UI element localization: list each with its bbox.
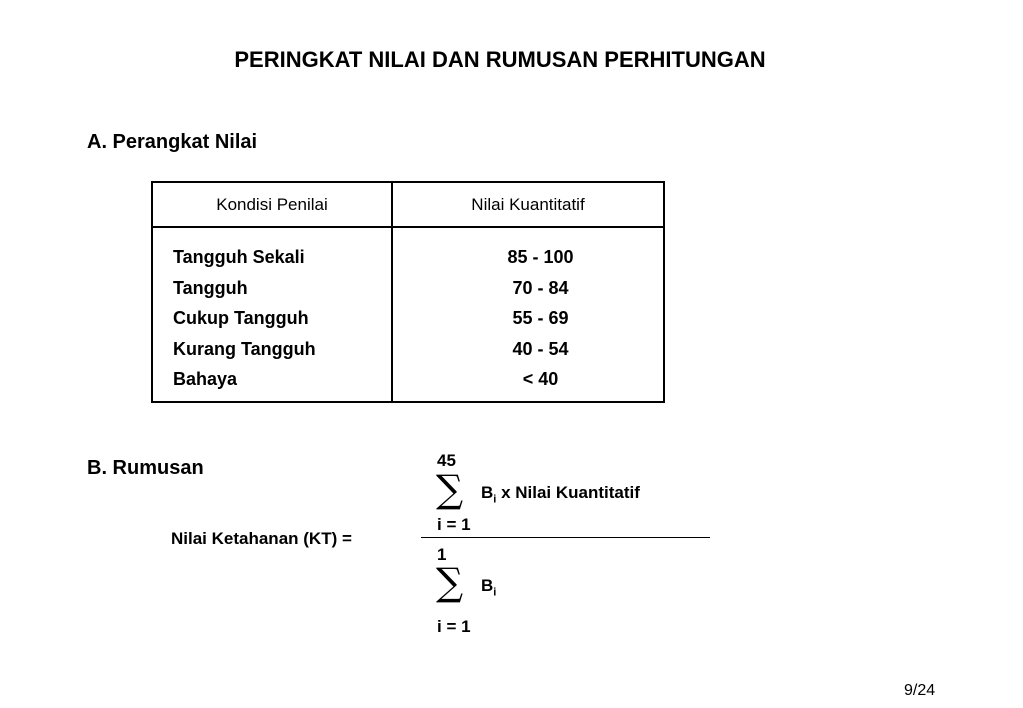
section-b-heading: B. Rumusan <box>87 457 204 479</box>
denominator-b: B <box>481 576 494 595</box>
numerator-term <box>481 483 640 505</box>
denominator-lower-limit: i = 1 <box>437 617 471 636</box>
grade-table <box>151 181 665 403</box>
value-item: 85 - 100 <box>507 247 574 267</box>
value-item: 55 - 69 <box>512 308 569 328</box>
denominator-sigma-icon: ∑ <box>436 560 464 604</box>
page-number: 9/24 <box>904 682 936 699</box>
numerator-b: B <box>481 483 494 502</box>
condition-item: Cukup Tangguh <box>173 308 309 328</box>
values-cell <box>392 227 664 402</box>
section-a-heading: A. Perangkat Nilai <box>87 131 258 153</box>
page-title: PERINGKAT NILAI DAN RUMUSAN PERHITUNGAN <box>234 47 766 72</box>
table-body-row <box>152 227 664 402</box>
value-item: 70 - 84 <box>512 277 569 298</box>
numerator-upper-limit: 45 <box>437 451 456 470</box>
numerator-lower-limit: i = 1 <box>437 515 471 534</box>
header-kondisi: Kondisi Penilai <box>152 182 392 227</box>
numerator-sigma-icon: ∑ <box>436 467 464 511</box>
denominator-term <box>481 576 496 598</box>
conditions-cell <box>152 227 392 402</box>
condition-item: Kurang Tangguh <box>173 338 316 359</box>
denominator-subscript: i <box>493 586 497 599</box>
condition-item: Tangguh <box>173 277 248 298</box>
condition-item: Bahaya <box>173 369 238 389</box>
header-nilai: Nilai Kuantitatif <box>392 182 664 227</box>
table-header-row <box>152 182 664 227</box>
condition-item: Tangguh Sekali <box>173 247 305 267</box>
denominator-upper-limit: 1 <box>437 545 447 564</box>
formula-lhs: Nilai Ketahanan (KT) = <box>171 529 352 548</box>
fraction-bar <box>421 537 710 538</box>
numerator-term-text: x Nilai Kuantitatif <box>496 483 640 502</box>
value-item: < 40 <box>522 369 559 389</box>
value-item: 40 - 54 <box>512 338 569 359</box>
numerator-subscript: i <box>493 493 497 506</box>
